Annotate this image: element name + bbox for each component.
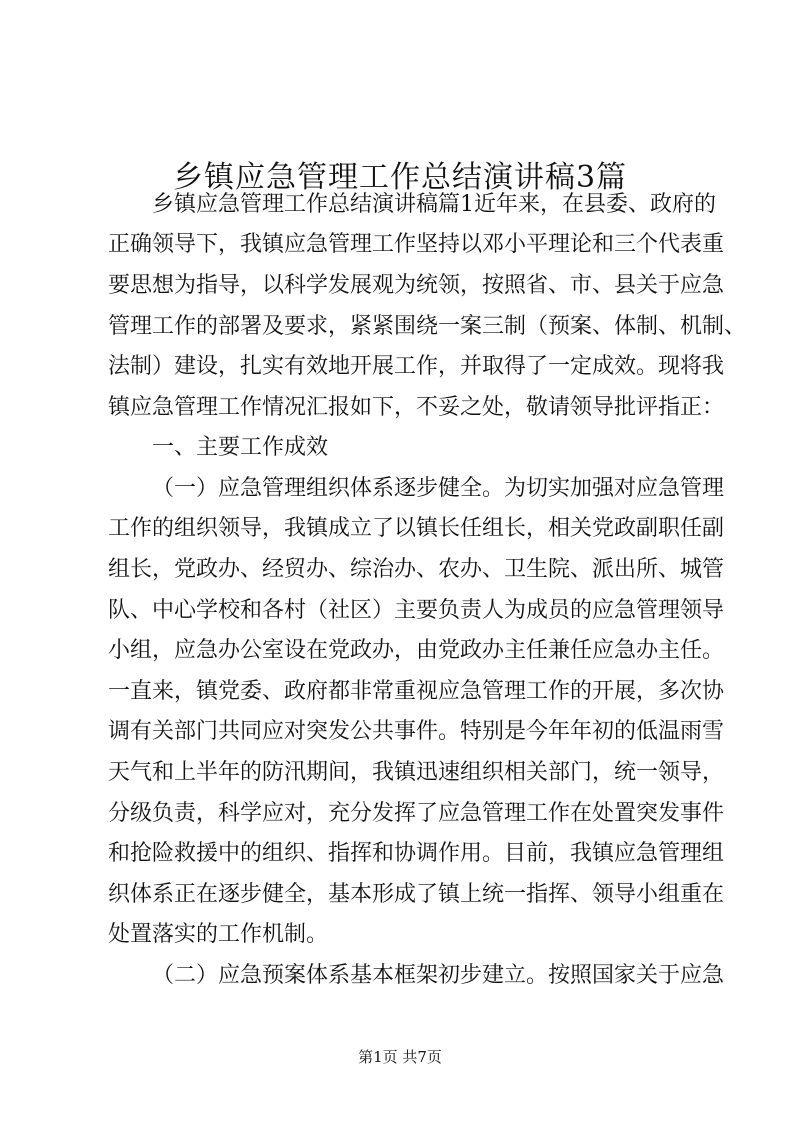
body-line: 天气和上半年的防汛期间，我镇迅速组织相关部门，统一领导， bbox=[108, 760, 725, 785]
body-line: 队、中心学校和各村（社区）主要负责人为成员的应急管理领导 bbox=[108, 598, 725, 623]
body-line: 织体系正在逐步健全，基本形成了镇上统一指挥、领导小组重在 bbox=[108, 882, 725, 907]
body-line: 和抢险救援中的组织、指挥和协调作用。目前，我镇应急管理组 bbox=[108, 841, 725, 866]
body-line: 管理工作的部署及要求，紧紧围绕一案三制（预案、体制、机制、 bbox=[108, 314, 747, 339]
body-line: 分级负责，科学应对，充分发挥了应急管理工作在处置突发事件 bbox=[108, 801, 725, 826]
body-line: （一）应急管理组织体系逐步健全。为切实加强对应急管理 bbox=[152, 476, 725, 501]
body-line: 一直来，镇党委、政府都非常重视应急管理工作的开展，多次协 bbox=[108, 679, 725, 704]
body-line: 镇应急管理工作情况汇报如下，不妥之处，敬请领导批评指正： bbox=[108, 395, 725, 420]
body-line: 正确领导下，我镇应急管理工作坚持以邓小平理论和三个代表重 bbox=[108, 232, 725, 257]
document-title: 乡镇应急管理工作总结演讲稿3篇 bbox=[172, 160, 628, 196]
body-line: 要思想为指导，以科学发展观为统领，按照省、市、县关于应急 bbox=[108, 273, 725, 298]
body-line: 组长，党政办、经贸办、综治办、农办、卫生院、派出所、城管 bbox=[108, 557, 725, 582]
body-line: 处置落实的工作机制。 bbox=[108, 922, 329, 947]
body-line: （二）应急预案体系基本框架初步建立。按照国家关于应急 bbox=[152, 963, 725, 988]
body-line: 调有关部门共同应对突发公共事件。特别是今年年初的低温雨雪 bbox=[108, 719, 725, 744]
body-line: 小组，应急办公室设在党政办，由党政办主任兼任应急办主任。 bbox=[108, 638, 725, 663]
body-line: 乡镇应急管理工作总结演讲稿篇1近年来，在县委、政府的 bbox=[152, 192, 716, 217]
body-line: 法制）建设，扎实有效地开展工作，并取得了一定成效。现将我 bbox=[108, 354, 725, 379]
page-footer: 第1页 共7页 bbox=[358, 1048, 442, 1066]
section-heading: 一、主要工作成效 bbox=[152, 435, 329, 460]
body-line: 工作的组织领导，我镇成立了以镇长任组长，相关党政副职任副 bbox=[108, 516, 725, 541]
